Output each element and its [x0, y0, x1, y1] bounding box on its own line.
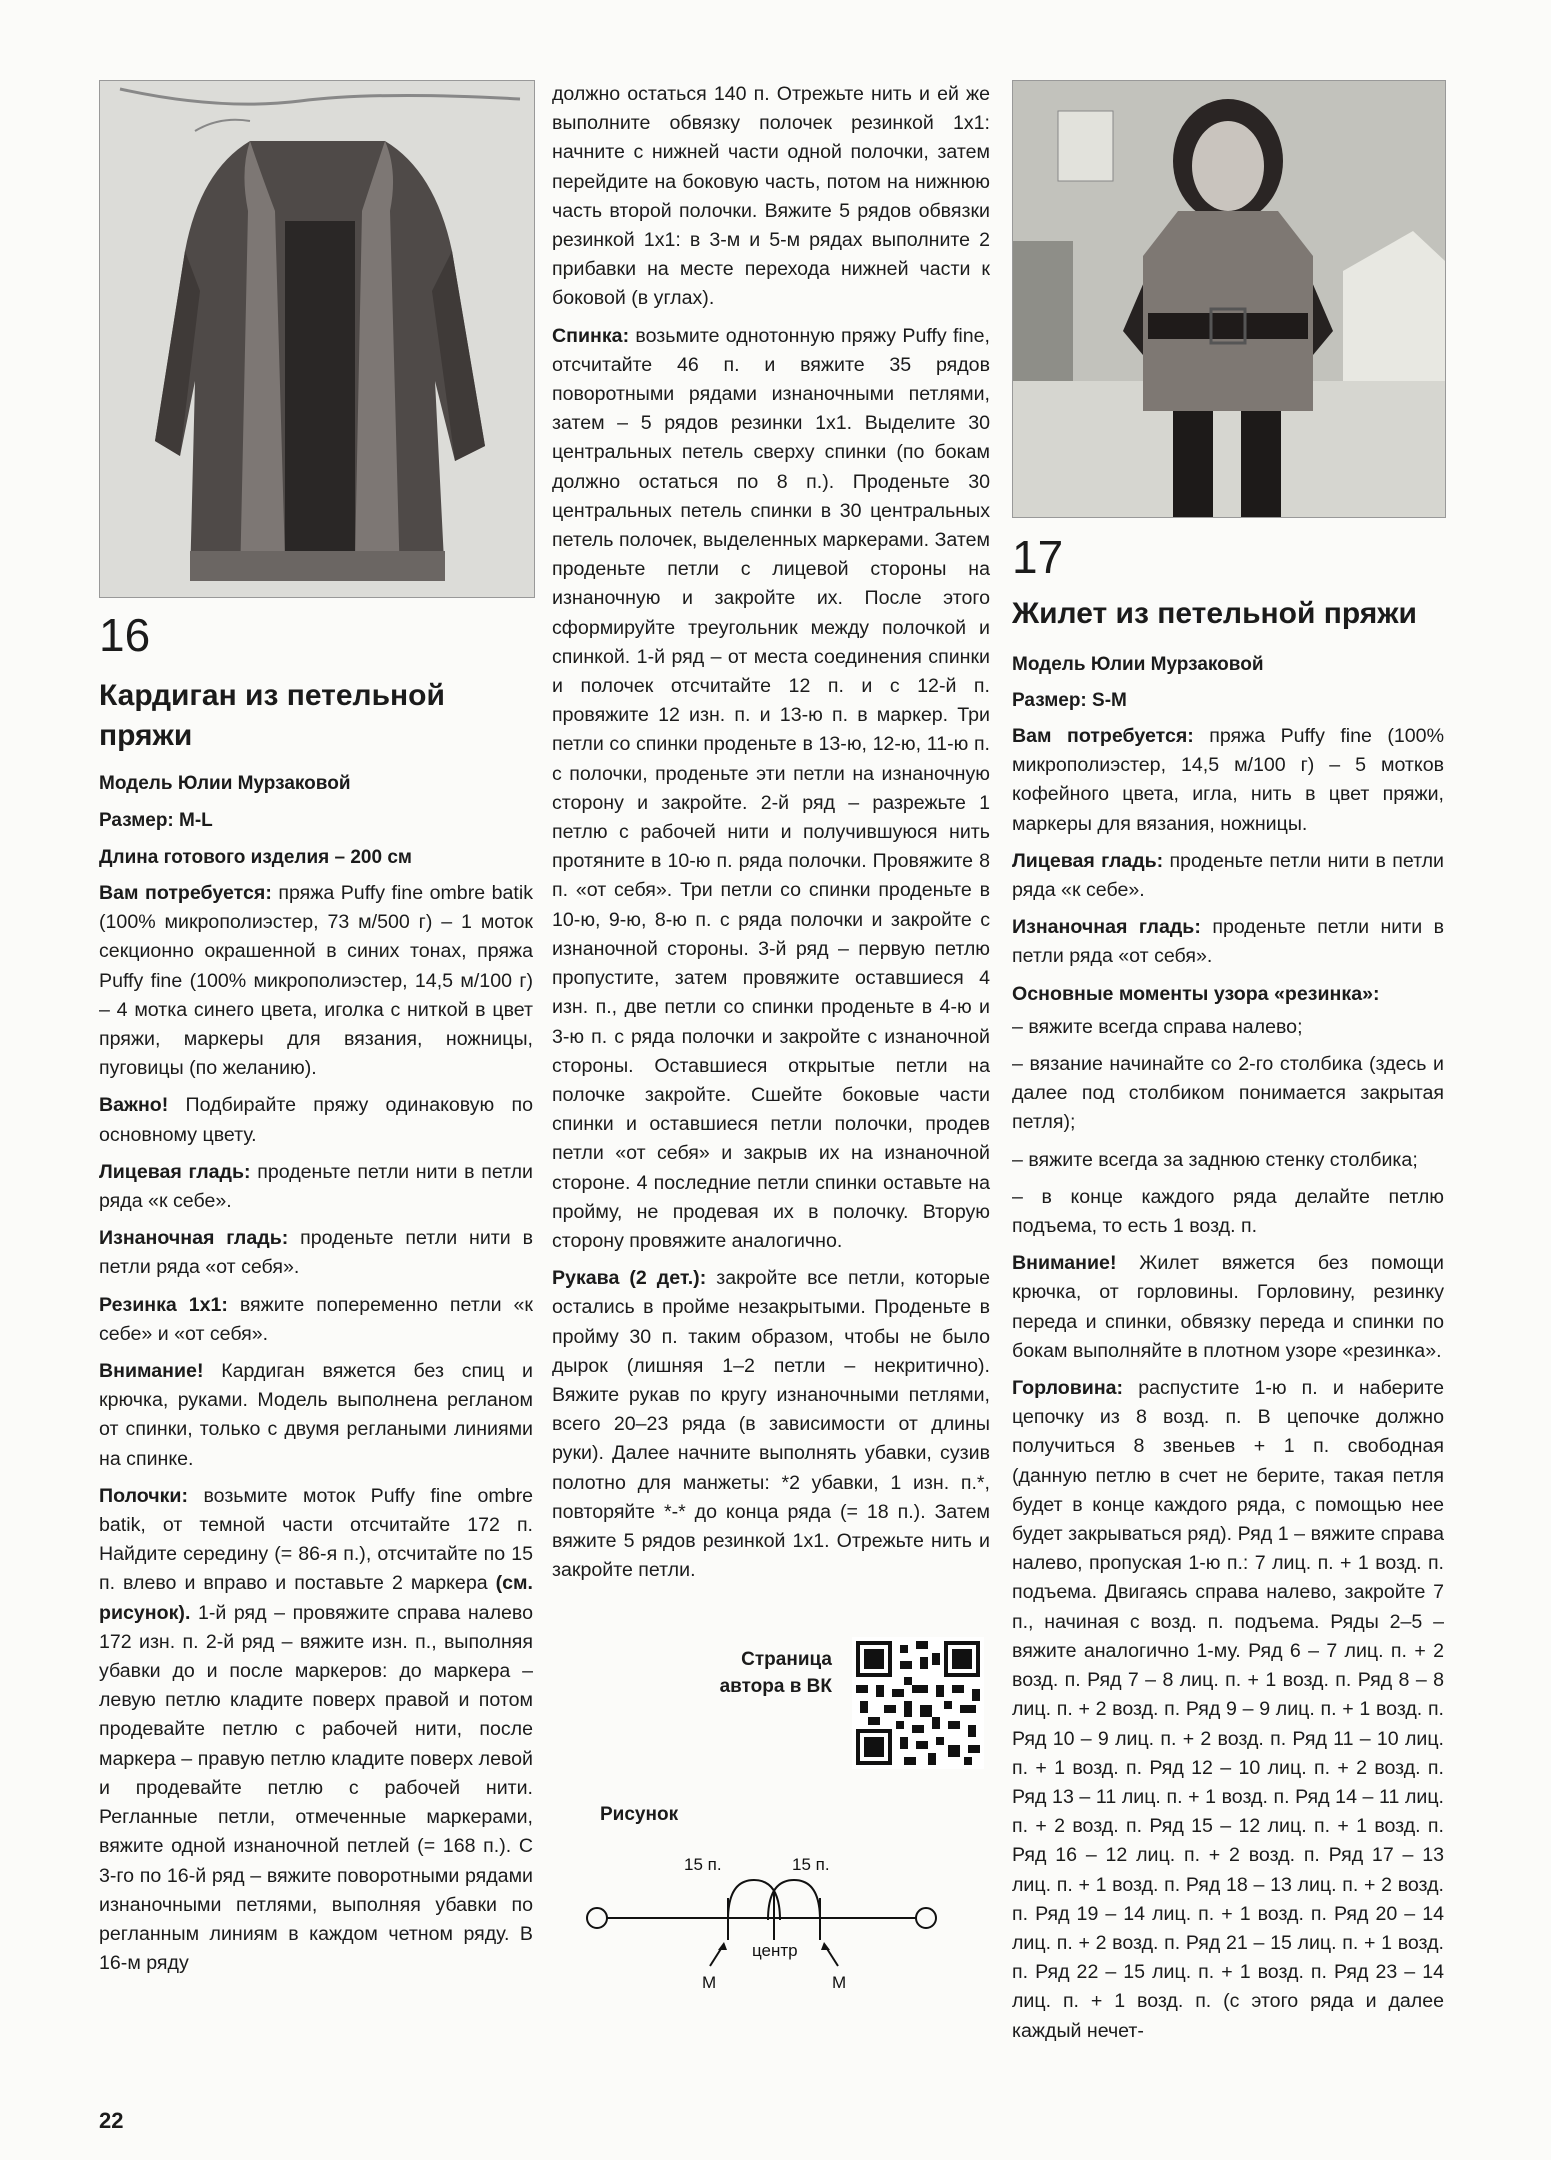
materials-text: пряжа Puffy fine ombre batik (100% микрополиэстер, 73 м/500 г) – 1 моток секционно окрашенной в синих тонах, пряжа Puffy fine (100% микрополиэстер, 14,5 м/100 г) – 4 мотка синего цвета, иголка с ниткой в цвет пряжи, маркеры для вязания, ножницы, пуговицы (по желанию). [99, 882, 533, 1080]
sleeves-paragraph [552, 1264, 990, 1585]
cardigan-illustration [100, 81, 534, 597]
vest-purl-paragraph [1012, 913, 1444, 971]
rib-point-4: – в конце каждого ряда делайте петлю подъема, то есть 1 возд. п. [1012, 1185, 1444, 1238]
rib-points-label: Основные моменты узора «резинка»: [1012, 982, 1380, 1005]
pattern-17-number: 17 [1012, 531, 1064, 583]
rib-text: вяжите попеременно петли «к себе» и «от себя». [99, 1293, 533, 1345]
diagram-marker-label-right: М [832, 1973, 847, 1990]
vest-materials-label: Вам потребуется: [1012, 725, 1194, 747]
rib-label: Резинка 1х1: [99, 1293, 228, 1316]
materials-paragraph [99, 879, 533, 1083]
fronts-continuation: должно остаться 140 п. Отрежьте нить и ей же выполните обвязку полочек резинкой 1х1: начните с нижней части одной полочки, затем перейдите на боковую часть, потом на нижнюю часть второй полочки. Вяжите 5 рядов обвязки резинкой 1х1: в 3-м и 5-м рядах выполните 2 прибавки на месте перехода нижней части к боковой (в углах). [552, 83, 990, 310]
qr-caption: Страница автора в ВК [719, 1649, 832, 1697]
purl-label: Изнаночная гладь: [99, 1227, 289, 1250]
vest-photo [1012, 80, 1446, 518]
purl-paragraph [99, 1224, 533, 1282]
purl-text: проденьте петли нити в петли ряда «от себя». [99, 1227, 533, 1279]
back-label: Спинка: [552, 324, 630, 347]
qr-code-graphic [852, 1637, 984, 1769]
pattern-16-length: Длина готового изделия – 200 см [99, 847, 412, 868]
diagram-center-label: центр [752, 1941, 798, 1960]
rib-point-3: – вяжите всегда за заднюю стенку столбика; [1012, 1148, 1418, 1171]
vest-materials-text: пряжа Puffy fine (100% микрополиэстер, 14,5 м/100 г) – 5 мотков кофейного цвета, игла, нить в цвет пряжи, маркеры для вязания, ножницы. [1012, 725, 1444, 835]
middle-column-body [552, 80, 990, 1593]
back-text: возьмите однотонную пряжу Puffy fine, отсчитайте 46 п. и вяжите 35 рядов поворотными рядами изнаночными петлями, затем – 5 рядов резинки 1х1. Выделите 30 центральных петель сверху спинки (по бокам должно остаться по 8 п.). Проденьте 30 центральных петель спинки в 30 центральных петель полочек, выделенных маркерами. Затем проденьте петли с лицевой стороны на изнаночную и закройте их. После этого сформируйте треугольник между полочкой и спинкой. 1-й ряд – от места соединения спинки и полочек отсчитайте 12 п. и с 12-й п. провяжите 12 изн. п. и 13-ю п. в маркер. Три петли со спинки проденьте в 13-ю, 12-ю, 11-ю п. с полочки, проденьте эти петли на изнаночную сторону и закройте. 2-й ряд – разрежьте 1 петлю с рабочей нити и получившуюся нить протяните в 10-ю п. ряда полочки. Провяжите 8 п. «от себя». Три петли со спинки проденьте в 10-ю, 9-ю, 8-ю п. с ряда полочки и закройте с изнаночной стороны. 3-й ряд – первую петлю пропустите, затем провяжите оставшиеся 4 изн. п., две петли со спинки проденьте в 4-ю и 3-ю п. с ряда полочки и закройте с изнаночной стороны. Оставшиеся открытые петли на полочке закройте. Сшейте боковые части спинки и оставшиеся петли полочки, продев петли «от себя» и закрыв их на изнаночной стороне. 4 последние петли спинки оставьте на пройму, не продевая их в полочку. Вторую сторону провяжите аналогично. [552, 324, 990, 1252]
raglan-diagram [584, 1840, 944, 1990]
pattern-16-body [99, 879, 533, 1986]
fronts-label: Полочки: [99, 1484, 188, 1507]
diagram [584, 1840, 944, 1990]
attention-paragraph [99, 1357, 533, 1474]
neck-label: Горловина: [1012, 1377, 1124, 1400]
fronts-text: возьмите моток Puffy fine ombre batik, от темной части отсчитайте 172 п. Найдите середину (= 86-я п.), отсчитайте по 15 п. влево и вправо и поставьте 2 маркера [99, 1484, 533, 1595]
pattern-16-title: Кардиган из петельной пряжи [99, 679, 445, 752]
rib-points-heading [1012, 980, 1444, 1009]
rib-point-1: – вяжите всегда справа налево; [1012, 1015, 1303, 1038]
diagram-marker-label-left: М [702, 1973, 717, 1990]
pattern-16-model: Модель Юлии Мурзаковой [99, 773, 351, 794]
pattern-17-size: Размер: S-M [1012, 690, 1127, 711]
qr-code[interactable] [852, 1637, 984, 1769]
diagram-left-end [587, 1908, 607, 1928]
vest-materials-paragraph [1012, 722, 1444, 839]
vest-knit-paragraph [1012, 847, 1444, 905]
diagram-left-count: 15 п. [684, 1855, 722, 1874]
sleeves-text: закройте все петли, которые остались в пройме незакрытыми. Проденьте в пройму 30 п. таким образом, чтобы не было дырок (лишняя 1–2 петли – некритично). Вяжите рукав по кругу изнаночными петлями, всего 20–23 ряда (в зависимости от длины руки). Далее начните выполнять убавки, сузив полотно для манжеты: *2 убавки, 1 изн. п.*, повторяйте *-* до конца ряда (= 18 п.). Затем вяжите 5 рядов резинкой 1х1. Отрежьте нить и закройте петли. [552, 1267, 990, 1582]
vest-attention-label: Внимание! [1012, 1252, 1117, 1275]
fronts-figure-ref: (см. рисунок). [99, 1572, 533, 1624]
neck-paragraph [1012, 1374, 1444, 2046]
vest-purl-label: Изнаночная гладь: [1012, 916, 1201, 939]
fronts-text-cont: 1-й ряд – провяжите справа налево 172 изн. п. 2-й ряд – вяжите изн. п., выполняя убавки до и после маркеров: до маркера – левую петлю кладите поверх правой и потом продевайте петлю с рабочей нити, после маркера – правую петлю кладите поверх левой и продевайте петлю с рабочей нити. Регланные петли, отмеченные маркерами, вяжите одной изнаночной петлей (= 168 п.). С 3-го по 16-й ряд – вяжите поворотными рядами изнаночными петлями, выполняя убавки по регланным линиям в каждом четном ряду. В 16-м ряду [99, 1601, 533, 1975]
rib-point-2: – вязание начинайте со 2-го столбика (здесь и далее под столбиком понимается закрытая петля); [1012, 1053, 1444, 1134]
knit-label: Лицевая гладь: [99, 1160, 251, 1183]
fronts-paragraph [99, 1482, 533, 1978]
attention-label: Внимание! [99, 1360, 204, 1383]
pattern-16-number: 16 [99, 609, 151, 661]
vest-attention-paragraph [1012, 1249, 1444, 1366]
knit-paragraph [99, 1158, 533, 1216]
vest-illustration [1013, 81, 1445, 517]
important-text: Подбирайте пряжу одинаковую по основному цвету. [99, 1094, 533, 1146]
page-number: 22 [99, 2108, 124, 2133]
diagram-right-count: 15 п. [792, 1855, 830, 1874]
materials-label: Вам потребуется: [99, 882, 272, 904]
pattern-17-body [1012, 722, 1444, 2054]
vest-purl-text: проденьте петли нити в петли ряда «от себя». [1012, 916, 1444, 968]
diagram-label: Рисунок [600, 1804, 679, 1825]
diagram-arc-left [728, 1880, 780, 1920]
important-paragraph [99, 1091, 533, 1149]
vest-knit-text: проденьте петли нити в петли ряда «к себе». [1012, 849, 1444, 902]
back-paragraph [552, 322, 990, 1257]
vest-attention-text: Жилет вяжется без помощи крючка, от горловины. Горловину, резинку переда и спинки, обвязку переда и спинки по бокам выполняйте в плотном узоре «резинка». [1012, 1252, 1444, 1362]
attention-text: Кардиган вяжется без спиц и крючка, руками. Модель выполнена регланом от спинки, только с двумя реглаными линиями на спинке. [99, 1360, 533, 1470]
pattern-17-title: Жилет из петельной пряжи [1012, 597, 1417, 630]
diagram-arc-right [768, 1880, 820, 1920]
pattern-17-model: Модель Юлии Мурзаковой [1012, 654, 1264, 675]
important-label: Важно! [99, 1094, 169, 1117]
sleeves-label: Рукава (2 дет.): [552, 1267, 707, 1290]
cardigan-photo [99, 80, 535, 598]
pattern-16-size: Размер: M-L [99, 810, 213, 831]
vest-knit-label: Лицевая гладь: [1012, 849, 1164, 872]
rib-paragraph [99, 1291, 533, 1349]
knit-text: проденьте петли нити в петли ряда «к себе». [99, 1160, 533, 1213]
diagram-right-end [916, 1908, 936, 1928]
neck-text: распустите 1-ю п. и наберите цепочку из 8 возд. п. В цепочке должно получиться 8 звеньев + 1 п. свободная (данную петлю в счет не берите, такая петля будет в конце каждого ряда, с помощью нее будет закрываться ряд). Ряд 1 – вяжите справа налево, пропуская 1-ю п.: 7 лиц. п. + 1 возд. п. подъема. Двигаясь справа налево, закройте 7 п., начиная с возд. п. подъема. Ряды 2–5 – вяжите аналогично 1-му. Ряд 6 – 7 лиц. п. + 2 возд. п. Ряд 7 – 8 лиц. п. + 1 возд. п. Ряд 8 – 8 лиц. п. + 2 возд. п. Ряд 9 – 9 лиц. п. + 1 возд. п. Ряд 10 – 9 лиц. п. + 2 возд. п. Ряд 11 – 10 лиц. п. + 1 возд. п. Ряд 12 – 10 лиц. п. + 2 возд. п. Ряд 13 – 11 лиц. п. + 1 возд. п. Ряд 14 – 11 лиц. п. + 2 возд. п. Ряд 15 – 12 лиц. п. + 1 возд. п. Ряд 16 – 12 лиц. п. + 2 возд. п. Ряд 17 – 13 лиц. п. + 1 возд. п. Ряд 18 – 13 лиц. п. + 2 возд. п. Ряд 19 – 14 лиц. п. + 1 возд. п. Ряд 20 – 14 лиц. п. + 2 возд. п. Ряд 21 – 15 лиц. п. + 1 возд. п. Ряд 22 – 15 лиц. п. + 1 возд. п. Ряд 23 – 14 лиц. п. + 1 возд. п. (с этого ряда и далее каждый нечет- [1012, 1377, 1444, 2042]
